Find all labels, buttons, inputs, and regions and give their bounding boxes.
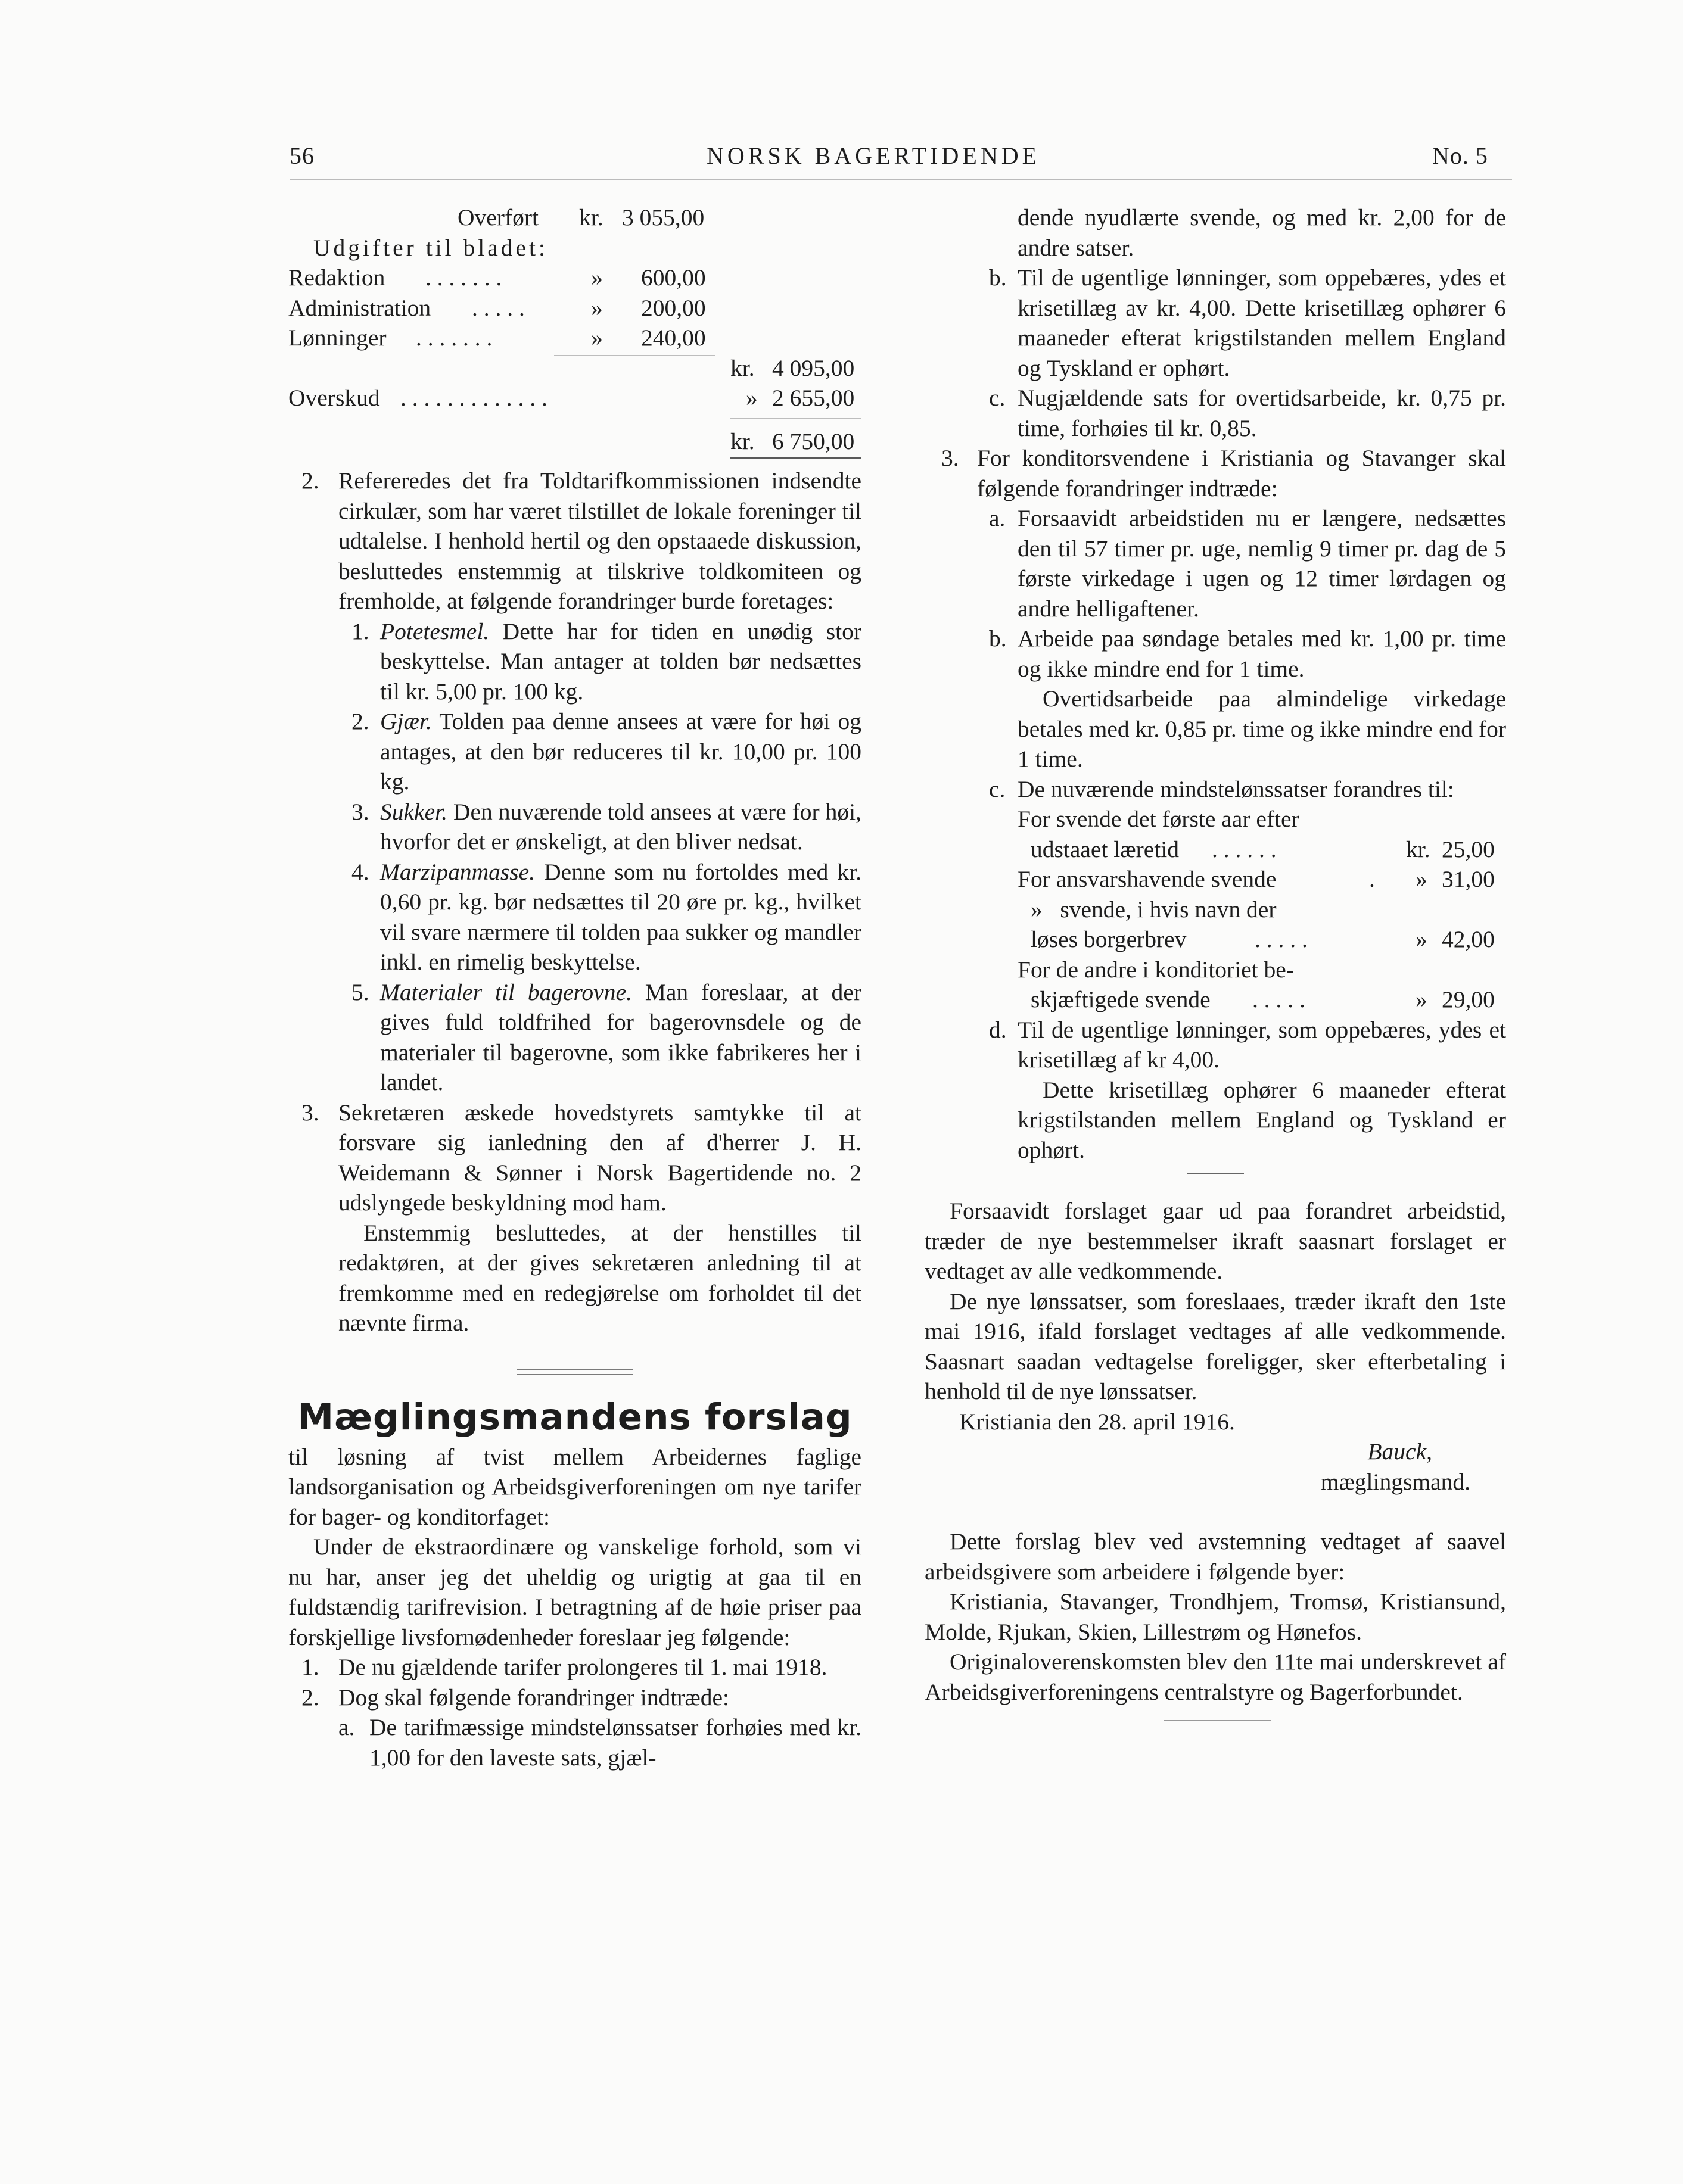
wage-amount: 25,00 [1442, 836, 1495, 862]
closing-paragraph: De nye lønssatser, som foreslaaes, træder ikraft den 1ste mai 1916, ifald forslaget vedtages af alle vedkommende. Saasnart saadan vedtagelse foreligger, sker efterbetaling i henhold til de nye lønssatser. [925, 1288, 1506, 1404]
wage-text: For de andre i konditoriet be- [1018, 956, 1294, 983]
tariff-subitem [351, 977, 861, 1098]
vote-paragraph: Dette forslag blev ved avstemning vedtaget af saavel arbeidsgivere som arbeidere i følgende byer: [925, 1528, 1506, 1585]
item-text: Sekretæren æskede hovedstyrets samtykke til at forsvare sig ianledning den af d'herrer J. H. Weidemann & Sønner i Norsk Bagertidende no. 2 udslyngede beskyldning mod ham. [338, 1099, 861, 1216]
tariff-subitem [351, 857, 861, 977]
proposal-subitem [338, 1712, 861, 1772]
accounts-item-row [288, 263, 861, 293]
subitem-term: Sukker. [380, 798, 447, 825]
subitem-number: 4. [351, 858, 369, 885]
item-number: 3. [301, 1099, 319, 1126]
wage-amount: 31,00 [1442, 866, 1495, 892]
tariff-subitems [338, 616, 861, 1098]
wage-currency: kr. [1406, 836, 1430, 862]
total-amount: 6 750,00 [772, 428, 855, 454]
subitem-number: 2. [351, 708, 369, 734]
proposal-subitem-letter: a. [338, 1714, 355, 1740]
proposal-subitem-letter: a. [989, 505, 1006, 531]
wage-label: skjæftigede svende [1031, 986, 1211, 1012]
proposal-item [301, 1652, 861, 1683]
tariff-subitem [351, 797, 861, 857]
wage-dots: . . . . . [1252, 986, 1305, 1012]
accounts-item-amount: 600,00 [641, 264, 706, 291]
section-heading: Mæglingsmandens forslag [297, 1395, 853, 1438]
subitem-term: Marzipanmasse. [380, 858, 536, 885]
proposal-subitem-continuation: Overtidsarbeide paa almindelige virkedage betales med kr. 0,85 pr. time og ikke mindre end for 1 time. [1018, 686, 1506, 772]
wage-currency: » [1416, 926, 1427, 952]
wage-dots: . [1369, 866, 1375, 892]
proposal-subitem-text: Til de ugentlige lønninger, som oppebæres, ydes et krisetillæg av kr. 4,00. Dette krisetillæg ophører 6 maaneder efterat krigstilstanden mellem England og Tyskland er ophørt. [1018, 264, 1506, 381]
proposal-subitem-text: Arbeide paa søndage betales med kr. 1,00 pr. time og ikke mindre end for 1 time. [1018, 625, 1506, 682]
wage-amount: 42,00 [1442, 926, 1495, 952]
wage-table [1018, 804, 1506, 1015]
accounts-item-label: Administration [288, 294, 431, 321]
wage-row [1018, 834, 1506, 865]
proposal-subitem-letter: c. [989, 385, 1006, 411]
accounts-item-label: Redaktion [288, 264, 385, 291]
proposal-number: 3. [941, 445, 959, 471]
proposal-continuation [925, 202, 1506, 443]
accounts-item-dots: . . . . . . . [425, 264, 502, 291]
wage-row [1018, 864, 1506, 895]
subitem-text: Dette har for tiden en unødig stor beskyttelse. Man antager at tolden bør nedsættes til kr. 5,00 pr. 100 kg. [380, 618, 861, 705]
subitem-text: Denne som nu fortoldes med kr. 0,60 pr. kg. bør nedsættes til 20 øre pr. kg., hvilket vil svare nærmere til tolden paa sukker og mandler inkl. en rimelig beskyttelse. [380, 858, 861, 975]
subitem-term: Gjær. [380, 708, 432, 734]
proposal-subitem-text: Nugjældende sats for overtidsarbeide, kr. 0,75 pr. time, forhøies til kr. 0,85. [1018, 385, 1506, 441]
accounts-item-row [288, 323, 861, 353]
subitem-term: Materialer til bagerovne. [380, 979, 632, 1005]
proposal-list [288, 1652, 861, 1772]
accounts-total-row [288, 426, 861, 457]
item-number: 2. [301, 468, 319, 494]
proposal-text: De nu gjældende tarifer prolongeres til 1. mai 1918. [338, 1654, 827, 1680]
proposal-subitem [989, 383, 1506, 443]
end-divider [1164, 1720, 1271, 1721]
carried-label: Overført [458, 204, 539, 230]
final-paragraph: Originaloverenskomsten blev den 11te mai underskrevet af Arbeidsgiverforeningens centralstyre og Bagerforbundet. [925, 1649, 1506, 1705]
proposal-item-3-subitems [925, 503, 1506, 1165]
subitem-number: 1. [351, 618, 369, 644]
proposal-subitem-text: Forsaavidt arbeidstiden nu er længere, nedsættes den til 57 timer pr. uge, nemlig 9 timer pr. dag de 5 første virkedage i ugen og 12 timer lørdagen og andre helligaftener. [1018, 505, 1506, 622]
wage-text: » svende, i hvis navn der [1031, 896, 1277, 923]
proposal-subitem-letter: b. [989, 625, 1007, 652]
proposal-subitem [989, 774, 1506, 805]
tariff-subitem [351, 616, 861, 707]
proposal-subitem [989, 1015, 1506, 1075]
proposal-subitem-text: De nuværende mindstelønssatser forandres til: [1018, 775, 1454, 802]
proposal-subitem-text: Til de ugentlige lønninger, som oppebæres, ydes et krisetillæg af kr 4,00. [1018, 1016, 1506, 1073]
accounts-block [288, 202, 861, 466]
surplus-amount: 2 655,00 [772, 385, 855, 411]
proposal-subitem-letter: d. [989, 1016, 1007, 1043]
publication-title: NORSK BAGERTIDENDE [707, 142, 1041, 169]
accounts-item-amount: 240,00 [641, 325, 706, 351]
city-list: Kristiania, Stavanger, Trondhjem, Tromsø, Kristiansund, Molde, Rjukan, Skien, Lillestrøm og Hønefos. [925, 1588, 1506, 1645]
signature-name: Bauck, [1367, 1438, 1432, 1465]
proposal-subitem-letter: c. [989, 775, 1006, 802]
wage-dots: . . . . . [1255, 926, 1308, 952]
right-column [925, 202, 1506, 1721]
wage-row [1018, 924, 1506, 955]
subitem-number: 5. [351, 979, 369, 1005]
proposal-item-3 [925, 443, 1506, 503]
wage-currency: » [1416, 986, 1427, 1012]
proposal-text: Dog skal følgende forandringer indtræde: [338, 1684, 729, 1711]
total-rule [730, 457, 861, 459]
subtotal-currency: kr. [730, 354, 755, 381]
signature-role: mæglingsmand. [1320, 1468, 1470, 1495]
surplus-mark: » [746, 385, 758, 411]
subitem-text: Man foreslaar, at der gives fuld toldfrihed for bagerovnsdele og de materialer til bagerovne, som ikke fabrikeres her i landet. [380, 979, 861, 1095]
accounts-carried-row [288, 202, 861, 233]
proposal-subitem-continuation: Dette krisetillæg ophører 6 maaneder efterat krigstilstanden mellem England og Tyskland er ophørt. [1018, 1076, 1506, 1163]
wage-label: løses borgerbrev [1031, 926, 1187, 952]
item3-followup: Enstemmig besluttedes, at der henstilles til redaktøren, at der gives sekretæren anledning til at fremkomme med en redegjørelse om forholdet til det nævnte firma. [338, 1219, 861, 1336]
minutes-item [301, 1098, 861, 1218]
item-text: Refereredes det fra Toldtarifkommissionen indsendte cirkulær, som har været tilstillet de lokale foreninger til udtalelse. I henhold hertil og den opstaaede diskussion, besluttedes enstemmig at tilskrive toldkomiteen og fremholde, at følgende forandringer burde foretages: [338, 468, 861, 614]
subtotal-amount: 4 095,00 [772, 354, 855, 381]
subitem-number: 3. [351, 798, 369, 825]
proposal-subitem [989, 503, 1506, 624]
subitem-text: Den nuværende told ansees at være for høi, hvorfor det er ønskeligt, at den bliver nedsat. [380, 798, 861, 855]
minutes-item [301, 466, 861, 616]
wage-amount: 29,00 [1442, 986, 1495, 1012]
proposal-subitem [989, 263, 1506, 383]
proposal-item [301, 1683, 861, 1713]
accounts-item-label: Lønninger [288, 325, 387, 351]
page-number: 56 [290, 142, 315, 169]
proposal-subitem-text: De tarifmæssige mindstelønssatser forhøies med kr. 1,00 for den laveste sats, gjæl- [369, 1714, 861, 1771]
carried-currency: kr. [579, 204, 603, 230]
accounts-item-dots: . . . . . . . [416, 325, 493, 351]
left-column [288, 202, 861, 1772]
accounts-section-label: Udgifter til bladet: [313, 234, 548, 261]
proposal-number: 1. [301, 1654, 319, 1680]
tariff-subitem [351, 706, 861, 797]
place-date: Kristiania den 28. april 1916. [959, 1408, 1235, 1435]
wage-label: udstaaet læretid [1031, 836, 1179, 862]
accounts-item-row [288, 293, 861, 323]
accounts-surplus-row [288, 383, 861, 413]
proposal-subitem-letter: b. [989, 264, 1007, 291]
proposal-2a-continuation: dende nyudlærte svende, og med kr. 2,00 for de andre satser. [1018, 204, 1506, 261]
subitem-text: Tolden paa denne ansees at være for høi og antages, at den bør reduceres til kr. 10,00 pr. 100 kg. [380, 708, 861, 795]
wage-row [1018, 984, 1506, 1015]
accounts-item-amount: 200,00 [641, 294, 706, 321]
proposal-number: 2. [301, 1684, 319, 1711]
subitem-term: Potetesmel. [380, 618, 490, 644]
accounts-section-row [288, 233, 861, 263]
wage-dots: . . . . . . [1212, 836, 1277, 862]
surplus-dots: . . . . . . . . . . . . . [400, 385, 547, 411]
proposal-paragraph: Under de ekstraordinære og vanskelige forhold, som vi nu har, anser jeg det uheldig og urigtig at gaa til en fuldstændig tarifrevision. I betragtning af de høie priser paa forskjellige livsfornødenheder foreslaar jeg følgende: [288, 1534, 861, 1650]
accounts-item-mark: » [591, 264, 603, 291]
issue-number: No. 5 [1432, 142, 1488, 169]
total-rule-thin [730, 418, 861, 419]
section-ornament [517, 1369, 633, 1375]
wage-currency: » [1416, 866, 1427, 892]
carried-amount: 3 055,00 [622, 204, 705, 230]
proposal-intro: til løsning af tvist mellem Arbeidernes faglige landsorganisation og Arbeidsgiverforeningen om nye tarifer for bager- og konditorfaget: [288, 1443, 861, 1530]
total-currency: kr. [730, 428, 755, 454]
header-rule [290, 179, 1512, 180]
closing-paragraph: Forsaavidt forslaget gaar ud paa forandret arbeidstid, træder de nye bestemmelser ikraft saasnart forslaget er vedtaget av alle vedkommende. [925, 1198, 1506, 1284]
accounts-item-dots: . . . . . [472, 294, 525, 321]
wage-text: For svende det første aar efter [1018, 806, 1299, 832]
wage-row [1018, 895, 1506, 925]
accounts-item-mark: » [591, 294, 603, 321]
wage-label: For ansvarshavende svende [1018, 866, 1277, 892]
tariff-items [288, 466, 861, 1338]
accounts-subtotal-row [288, 353, 861, 384]
wage-row [1018, 804, 1506, 834]
accounts-item-mark: » [591, 325, 603, 351]
proposal-text: For konditorsvendene i Kristiania og Stavanger skal følgende forandringer indtræde: [977, 445, 1506, 501]
surplus-label: Overskud [288, 385, 380, 411]
proposal-subitem [989, 624, 1506, 684]
wage-row [1018, 955, 1506, 985]
proposal-item [941, 443, 1506, 503]
